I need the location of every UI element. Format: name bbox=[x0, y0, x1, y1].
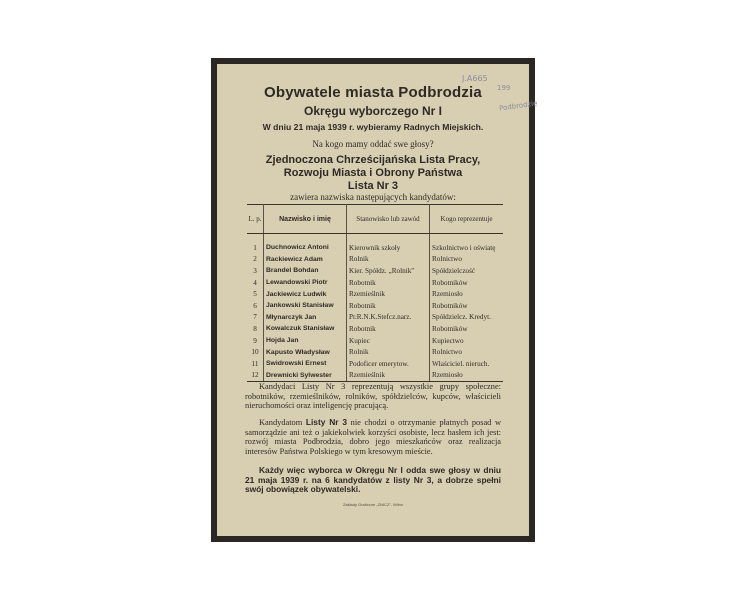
row-position: Kupiec bbox=[347, 335, 430, 347]
row-position: Robotnik bbox=[347, 277, 430, 289]
table-row bbox=[247, 277, 503, 289]
row-position: Robotnik bbox=[347, 300, 430, 312]
row-represents: Rolnictwo bbox=[432, 348, 462, 357]
row-name: Swidrowski Ernest bbox=[264, 358, 347, 370]
table-row bbox=[247, 370, 503, 382]
archive-signature: J.A665 bbox=[462, 74, 488, 83]
table-row bbox=[247, 323, 503, 335]
row-number: 2 bbox=[247, 254, 264, 266]
header-represents: Kogo reprezentuje bbox=[430, 205, 504, 234]
row-name: Drewnicki Sylwester bbox=[264, 370, 347, 382]
row-represents: Spółdzielcz. Kredyt. bbox=[432, 313, 491, 322]
row-represents: Szkolnictwo i oświatę bbox=[432, 243, 496, 252]
list-heading bbox=[217, 154, 529, 193]
table-header-row bbox=[247, 205, 503, 234]
row-position: Robotnik bbox=[347, 323, 430, 335]
row-position: Kierownik szkoły bbox=[347, 242, 430, 254]
row-represents: Robotników bbox=[432, 278, 468, 287]
header-number: L. p. bbox=[247, 205, 264, 234]
row-number: 6 bbox=[247, 300, 264, 312]
row-name: Rackiewicz Adam bbox=[264, 254, 347, 266]
row-number: 1 bbox=[247, 242, 264, 254]
paragraph-goals bbox=[245, 418, 501, 456]
row-represents: Robotników bbox=[432, 324, 468, 333]
row-name: Kowalczuk Stanisław bbox=[264, 323, 347, 335]
row-number: 12 bbox=[247, 370, 264, 382]
candidates-table bbox=[247, 204, 503, 382]
poster-sheet bbox=[217, 64, 538, 536]
row-number: 10 bbox=[247, 346, 264, 358]
row-position: Rzemieślnik bbox=[347, 288, 430, 300]
table-row bbox=[247, 300, 503, 312]
table-row bbox=[247, 242, 503, 254]
contains-line: zawiera nazwiska następujących kandydatów: bbox=[290, 192, 456, 202]
row-position: Rzemieślnik bbox=[347, 370, 430, 382]
row-name: Młynarczyk Jan bbox=[264, 312, 347, 324]
table-row bbox=[247, 254, 503, 266]
archive-note: Podbrodzie bbox=[498, 99, 538, 113]
table-row bbox=[247, 288, 503, 300]
paragraph-groups: Kandydaci Listy Nr 3 reprezentują wszystkie grupy społeczne: robotników, rzemieślników, rolników, spółdzielców, kupców, właścicieli nieruchomości oraz inteligencję pracującą. bbox=[245, 382, 501, 411]
poster-title: Obywatele miasta Podbrodzia bbox=[264, 84, 482, 101]
p2-rest: nie chodzi o otrzymanie płatnych posad w samorządzie ani też o jakiekolwiek korzyści osobiste, lecz hasłem ich jest: rozwój miasta Podbrodzia, dobro jego mieszkańców oraz realizacja interesów Państwa Polskiego w tym kresowym mieście. bbox=[245, 418, 502, 456]
row-name: Hojda Jan bbox=[264, 335, 347, 347]
row-represents: Rolnictwo bbox=[432, 255, 462, 264]
date-line: W dniu 21 maja 1939 r. wybieramy Radnych Miejskich. bbox=[262, 122, 484, 132]
row-position: Rolnik bbox=[347, 346, 430, 358]
list-name-line-1: Zjednoczona Chrześcijańska Lista Pracy, bbox=[265, 154, 481, 166]
table-row bbox=[247, 346, 503, 358]
row-position: Rolnik bbox=[347, 254, 430, 266]
row-number: 7 bbox=[247, 312, 264, 324]
row-name: Lewandowski Piotr bbox=[264, 277, 347, 289]
row-represents: Robotników bbox=[432, 301, 468, 310]
row-name: Brandel Bohdan bbox=[264, 265, 347, 277]
row-number: 5 bbox=[247, 288, 264, 300]
row-number: 11 bbox=[247, 358, 264, 370]
list-name-line-2: Rozwoju Miasta i Obrony Państwa bbox=[283, 167, 463, 179]
row-represents: Rzemiosło bbox=[430, 370, 504, 382]
row-name: Kapusto Władysław bbox=[264, 346, 347, 358]
table-row bbox=[247, 335, 503, 347]
row-number: 4 bbox=[247, 277, 264, 289]
header-name: Nazwisko i imię bbox=[264, 205, 347, 234]
row-number: 8 bbox=[247, 323, 264, 335]
row-represents: Rzemiosło bbox=[432, 290, 463, 299]
row-name: Jackiewicz Ludwik bbox=[264, 288, 347, 300]
row-represents: Właściciel. nieruch. bbox=[432, 359, 490, 368]
row-represents: Spółdzielczość bbox=[432, 266, 476, 275]
printer-imprint: Zakłady Graficzne „ZNICZ", Wilno bbox=[342, 502, 404, 507]
table-row bbox=[247, 265, 503, 277]
archive-number: 199 bbox=[497, 84, 511, 92]
paragraph-call: Każdy więc wyborca w Okręgu Nr I odda swe głosy w dniu 21 maja 1939 r. na 6 kandydatów z listy Nr 3, a dobrze spełni swój obowiązek obywatelski. bbox=[245, 465, 501, 495]
row-position: Pr.R.N.K.Stefcz.narz. bbox=[347, 312, 430, 324]
table-row bbox=[247, 358, 503, 370]
table-row bbox=[247, 312, 503, 324]
row-number: 9 bbox=[247, 335, 264, 347]
header-position: Stanowisko lub zawód bbox=[347, 205, 430, 234]
question-line: Na kogo mamy oddać swe głosy? bbox=[312, 139, 434, 149]
row-name: Duchnowicz Antoni bbox=[264, 242, 347, 254]
row-name: Jankowski Stanisław bbox=[264, 300, 347, 312]
p2-list-bold: Listy Nr 3 bbox=[305, 417, 348, 427]
row-position: Kier. Spółdz. „Rolnik" bbox=[347, 265, 430, 277]
row-represents: Kupiectwo bbox=[432, 336, 464, 345]
p2-start: Kandydatom bbox=[259, 418, 303, 427]
row-number: 3 bbox=[247, 265, 264, 277]
list-number: Lista Nr 3 bbox=[347, 180, 399, 192]
poster-subtitle: Okręgu wyborczego Nr I bbox=[303, 104, 443, 118]
row-position: Podoficer emerytow. bbox=[347, 358, 430, 370]
